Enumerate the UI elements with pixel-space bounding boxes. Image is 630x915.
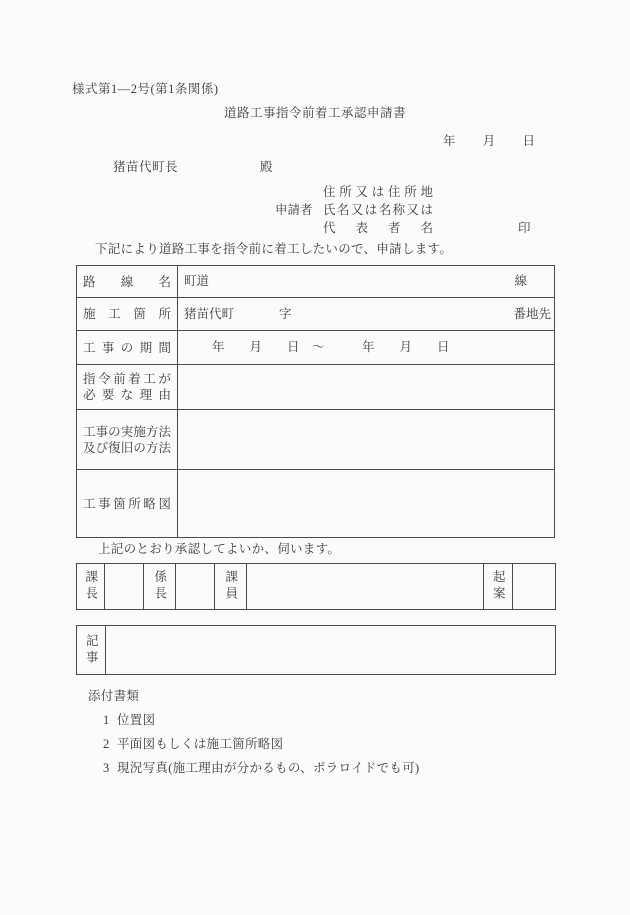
- document-title: 道路工事指令前着工承認申請書: [223, 106, 406, 120]
- application-details-table: [76, 265, 555, 538]
- location-banchi: 番地先: [513, 306, 551, 321]
- location-town: 猪苗代町: [184, 306, 235, 321]
- applicant-name-line: 氏名又は名称又は: [323, 203, 433, 217]
- form-number: 様式第1—2号(第1条関係): [72, 82, 219, 96]
- table-row-work-location: [77, 297, 554, 330]
- notes-label: 記事: [84, 633, 99, 667]
- subsection-chief-label-cell: [144, 564, 176, 609]
- notes-value-cell: [106, 626, 555, 674]
- route-prefix: 町道: [184, 274, 210, 289]
- row-value-sketch: [178, 470, 554, 537]
- row-label-work-period: 工事の期間: [77, 331, 178, 364]
- attachment-item-1: [103, 714, 155, 727]
- row-value-reason: [178, 365, 554, 409]
- attachment-1-number: 1: [103, 713, 110, 727]
- attachment-1-text: 位置図: [117, 713, 156, 727]
- route-suffix: 線: [514, 274, 527, 289]
- row-label-work-location: 施工箇所: [77, 298, 178, 330]
- applicant-address-line: 住所又は住所地: [323, 185, 433, 199]
- applicant-representative-line: 代表者名: [323, 221, 433, 235]
- applicant-label: 申請者: [275, 203, 313, 217]
- row-label-method: 工事の実施方法 及び復旧の方法: [77, 410, 178, 469]
- table-row-work-period: [77, 330, 554, 364]
- seal-mark: 印: [518, 221, 531, 235]
- attachment-2-number: 2: [103, 737, 110, 751]
- drafter-label: 起案: [491, 570, 506, 603]
- table-row-reason: [77, 364, 554, 409]
- date-day-label: 日: [522, 134, 535, 148]
- row-value-route-name: [178, 266, 554, 297]
- location-aza: 字: [279, 306, 292, 321]
- attachment-3-text: 現況写真(施工理由が分かるもの、ポラロイドでも可): [117, 761, 420, 775]
- addressee-name: 猪苗代町長: [113, 160, 179, 174]
- section-chief-stamp-cell: [105, 564, 144, 609]
- attachment-item-2: [103, 738, 283, 751]
- table-row-route-name: [77, 266, 554, 297]
- attachment-item-3: [103, 762, 419, 775]
- subsection-chief-label: 係長: [152, 570, 167, 603]
- section-chief-label: 課長: [83, 570, 98, 603]
- applicant-block: [323, 186, 433, 240]
- row-value-method: [178, 410, 554, 469]
- row-value-work-period: [178, 331, 554, 364]
- attachments-heading: 添付書類: [88, 689, 140, 703]
- staff-label-cell: [215, 564, 247, 609]
- subsection-chief-stamp-cell: [176, 564, 215, 609]
- row-label-sketch: 工事箇所略図: [77, 470, 178, 537]
- notes-label-cell: [77, 626, 106, 674]
- addressee-honorific: 殿: [260, 160, 273, 174]
- attachment-3-number: 3: [103, 761, 110, 775]
- drafter-label-cell: [484, 564, 513, 609]
- section-chief-label-cell: [77, 564, 105, 609]
- date-line: [443, 135, 535, 148]
- notes-table: [76, 625, 556, 675]
- table-row-method: [77, 409, 554, 469]
- attachment-2-text: 平面図もしくは施工箇所略図: [117, 737, 284, 751]
- approval-stamp-table: [76, 563, 556, 610]
- staff-stamp-cell: [247, 564, 484, 609]
- row-label-route-name: 路線名: [77, 266, 178, 297]
- approval-note: 上記のとおり承認してよいか、伺います。: [98, 542, 341, 556]
- staff-label: 課員: [223, 570, 238, 603]
- table-row-sketch: [77, 469, 554, 537]
- date-year-label: 年: [443, 134, 456, 148]
- intro-sentence: 下記により道路工事を指令前に着工したいので、申請します。: [95, 242, 453, 256]
- period-dates: 年 月 日 ～ 年 月 日: [212, 340, 450, 355]
- row-label-reason: 指令前着工が 必要な理由: [77, 365, 178, 409]
- date-month-label: 月: [482, 134, 496, 148]
- drafter-stamp-cell: [513, 564, 555, 609]
- row-value-work-location: [178, 298, 554, 330]
